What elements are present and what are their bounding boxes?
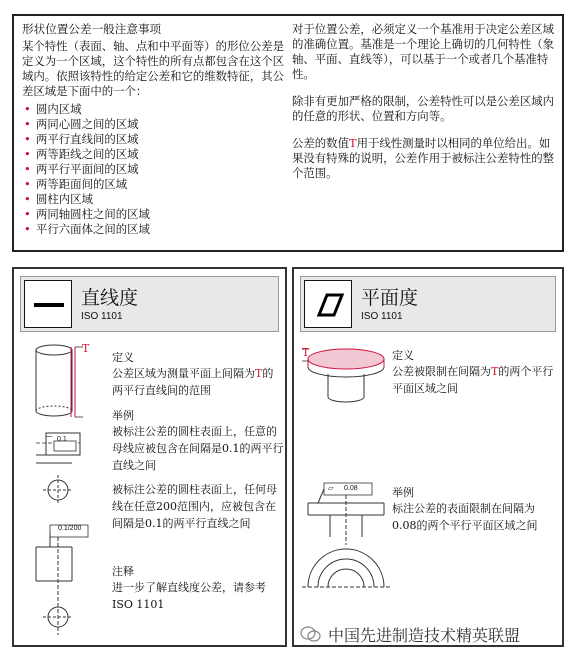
zone-item: • 两等距面间的区域 bbox=[22, 177, 284, 192]
frame2-value: 0.1/200 bbox=[58, 525, 82, 532]
datum-paragraph: 对于位置公差，必须定义一个基准用于决定公差区域的准确位置。基准是一个理论上确切的几何特性（象轴、平面、直线等），可以基于一个或者几个基准特性。 bbox=[292, 22, 554, 81]
note-label: 注释 bbox=[112, 565, 134, 578]
notes-intro: 某个特性（表面、轴、点和中平面等）的形位公差是定义为一个区域，这个特性的所有点都包含在这个区域内。依照该特性的给定公差和它的维数特征，其公差区域是下面中的一个： bbox=[22, 39, 284, 98]
flatness-example-figure bbox=[302, 483, 390, 587]
zone-item: • 两平行直线间的区域 bbox=[22, 132, 284, 147]
disc-figure bbox=[302, 349, 384, 402]
zone-item: • 圆内区域 bbox=[22, 102, 284, 117]
example2-figure bbox=[36, 525, 88, 635]
definition-text: 公差区域为测量平面上间隔为T的两平行直线间的范围 bbox=[112, 367, 274, 397]
flatness-definition-text: 公差被限制在间隔为T的两个平行平面区域之间 bbox=[392, 365, 554, 395]
frame1-dash: — bbox=[46, 432, 53, 440]
example2-text: 被标注公差的圆柱表面上，任何母线在任意200范围内，应被包含在间隔是0.1的两平行直线之间 bbox=[112, 483, 277, 530]
example1-text: 被标注公差的圆柱表面上，任意的母线应被包含在间隔是0.1的两平行直线之间 bbox=[112, 425, 284, 472]
value-text-b: 用于线性测量时以相同的单位给出。如果没有特殊的说明，公差作用于被标注公差特性的整个范围。 bbox=[292, 136, 554, 180]
flatness-frame-sym: ▱ bbox=[328, 484, 334, 492]
straightness-card bbox=[12, 267, 287, 647]
t-mark: T bbox=[82, 342, 90, 355]
note-text: 进一步了解直线度公差，请参考ISO 1101 bbox=[112, 581, 266, 611]
notes-title: 形状位置公差一般注意事项 bbox=[22, 22, 162, 36]
t-symbol: T bbox=[348, 136, 357, 150]
flatness-frame-value: 0.08 bbox=[344, 485, 358, 492]
zone-item: • 平行六面体之间的区域 bbox=[22, 222, 284, 237]
flatness-standard: ISO 1101 bbox=[361, 311, 403, 322]
wechat-icon bbox=[300, 625, 322, 643]
straightness-title: 直线度 bbox=[81, 287, 139, 309]
zone-item: • 两等距线之间的区域 bbox=[22, 147, 284, 162]
value-text-a: 公差的数值 bbox=[292, 136, 349, 150]
example-label: 举例 bbox=[112, 409, 134, 422]
zone-item: • 两平行平面间的区域 bbox=[22, 162, 284, 177]
zone-item: • 两同心圆之间的区域 bbox=[22, 117, 284, 132]
cylinder-figure bbox=[36, 345, 83, 417]
flatness-card bbox=[292, 267, 564, 647]
flatness-title: 平面度 bbox=[361, 287, 419, 309]
zone-item: • 圆柱内区域 bbox=[22, 192, 284, 207]
definition-label: 定义 bbox=[112, 351, 134, 364]
straightness-standard: ISO 1101 bbox=[81, 311, 123, 322]
watermark-text: 中国先进制造技术精英联盟 bbox=[328, 625, 521, 645]
frame1-value: 0.1 bbox=[57, 436, 67, 443]
flatness-t-mark: T bbox=[302, 346, 310, 359]
value-paragraph bbox=[292, 136, 560, 181]
example1-figure bbox=[36, 433, 80, 505]
notes-right-column bbox=[292, 22, 560, 193]
zone-list bbox=[22, 102, 284, 237]
flatness-definition-label: 定义 bbox=[392, 349, 414, 362]
shape-paragraph: 除非有更加严格的限制，公差特性可以是公差区域内的任意的形状、位置和方向等。 bbox=[292, 94, 554, 123]
flatness-example-text: 标注公差的表面限制在间隔为0.08的两个平行平面区域之间 bbox=[392, 502, 538, 532]
flatness-example-label: 举例 bbox=[392, 486, 414, 499]
flatness-drawings bbox=[294, 269, 566, 649]
general-notes-panel bbox=[12, 14, 564, 252]
zone-item: • 两同轴圆柱之间的区域 bbox=[22, 207, 284, 222]
notes-left-column bbox=[22, 22, 284, 237]
watermark bbox=[300, 622, 568, 646]
